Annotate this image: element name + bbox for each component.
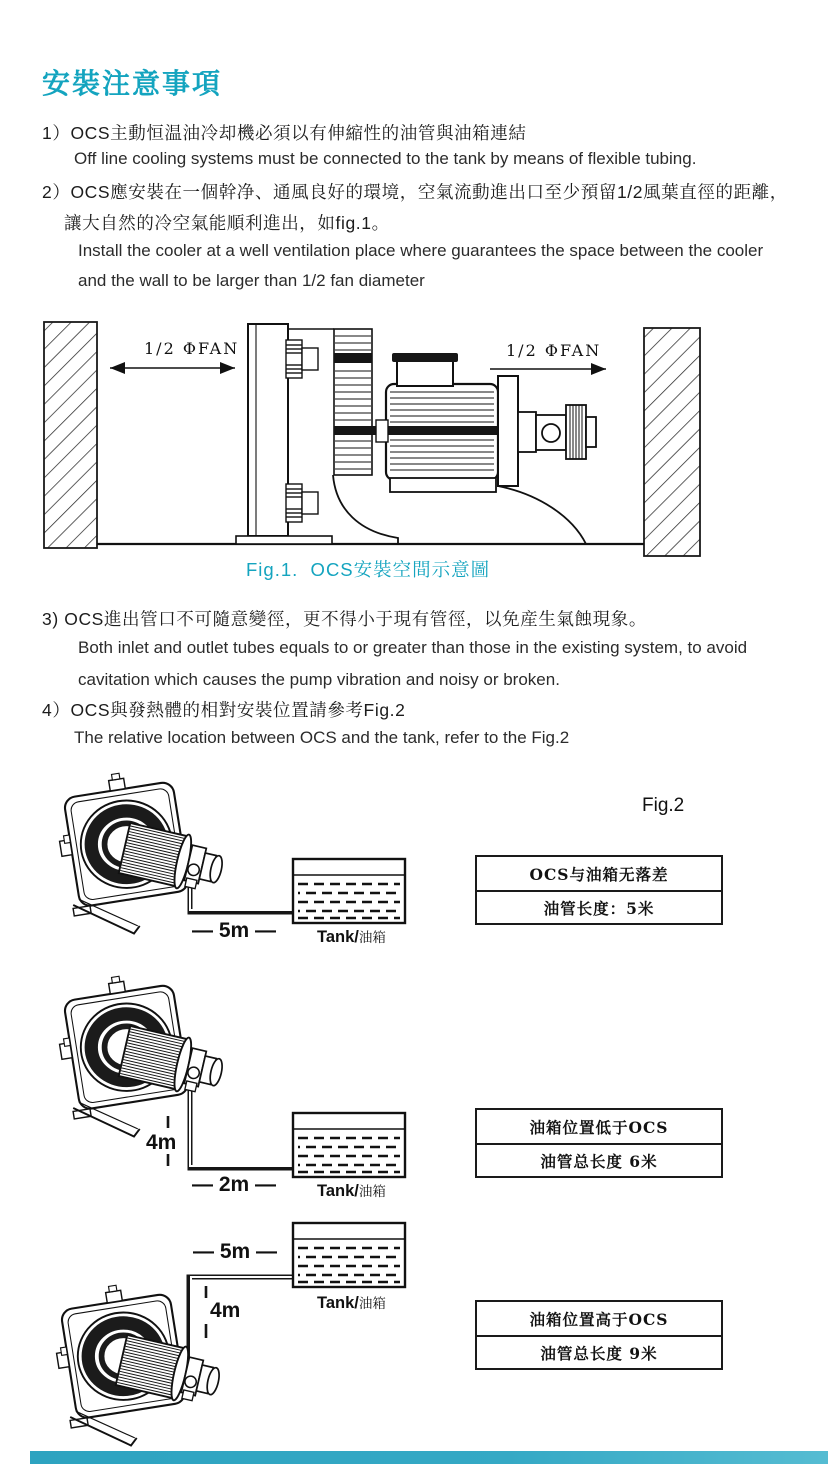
footer-accent-bar <box>30 1451 828 1464</box>
oil-pipe <box>190 882 292 912</box>
note2-number: 2） <box>42 182 71 202</box>
note3-number: 3) <box>42 609 59 629</box>
oil-tank <box>293 1223 405 1287</box>
distance-label: — 2m — <box>191 1173 277 1196</box>
fig1-caption: Fig.1. OCS安裝空間示意圖 <box>246 559 491 580</box>
note1-number: 1） <box>42 123 71 143</box>
note2-zh1-text: OCS應安裝在一個幹净、通風良好的環境，空氣流動進出口至少預留1/2風葉直徑的距離， <box>70 182 788 202</box>
oil-pipe <box>189 1277 292 1378</box>
table-cell: 油箱位置低于OCS <box>529 1117 669 1137</box>
distance-label: — 5m — <box>192 1240 278 1263</box>
fig2-table-1 <box>475 855 723 925</box>
height-label: 4m <box>146 1131 177 1154</box>
note3-en1: Both inlet and outlet tubes equals to or greater than those in the existing system, to avoid <box>78 638 748 657</box>
note1-zh-text: OCS主動恒温油冷却機必須以有伸縮性的油管與油箱連結 <box>70 123 527 143</box>
note4-zh-text: OCS與發熱體的相對安裝位置請參考Fig.2 <box>70 700 406 720</box>
dimension-arrow-left <box>110 362 235 374</box>
dimension-arrow-right <box>490 363 606 375</box>
right-wall-hatch <box>644 328 700 556</box>
cooler-unit <box>51 968 228 1136</box>
table-cell: 油箱位置高于OCS <box>529 1309 669 1329</box>
oil-pipe-inner <box>190 884 292 910</box>
oil-pipe-inner <box>190 1087 292 1166</box>
note2-en2: and the wall to be larger than 1/2 fan diameter <box>78 271 425 290</box>
note2-zh1 <box>42 179 788 204</box>
note2-zh2: 讓大自然的冷空氣能順利進出，如fig.1。 <box>64 213 390 233</box>
oil-pipe <box>190 1085 292 1168</box>
cooler-unit <box>48 1277 225 1445</box>
note2-en1: Install the cooler at a well ventilation place where guarantees the space between the cooler <box>78 241 764 260</box>
tank-label-zh: 油箱 <box>358 1296 386 1312</box>
tank-label-en: Tank/ <box>317 1182 359 1200</box>
table-cell: 油管长度：5米 <box>477 890 721 923</box>
note3-zh <box>42 606 647 631</box>
note4-en1: The relative location between OCS and the tank, refer to the Fig.2 <box>74 728 570 747</box>
fig1-dim-label-left: 1/2 ΦFAN <box>144 339 240 358</box>
oil-tank <box>293 859 405 923</box>
cooler-unit <box>51 765 228 933</box>
note3-zh-body: OCS進出管口不可隨意變徑，更不得小于現有管徑，以免産生氣蝕現象。 <box>64 609 647 629</box>
tank-label <box>317 926 386 947</box>
fig1-drawing <box>40 316 800 562</box>
tank-label-en: Tank/ <box>317 1294 359 1312</box>
oil-tank <box>293 1113 405 1177</box>
fig1-dim-label-right: 1/2 ΦFAN <box>506 341 602 360</box>
note1-zh <box>42 120 526 145</box>
page-title: 安裝注意事項 <box>42 68 223 99</box>
tank-label <box>317 1292 386 1313</box>
table-cell: OCS与油箱无落差 <box>529 864 669 884</box>
fig2-label: Fig.2 <box>642 795 685 816</box>
fig2-table-2 <box>475 1108 723 1178</box>
distance-label: — 5m — <box>191 919 277 942</box>
note4-number: 4） <box>42 700 71 720</box>
fig2-table-3 <box>475 1300 723 1370</box>
table-cell: 油管总长度 9米 <box>477 1335 721 1368</box>
tank-label-en: Tank/ <box>317 928 359 946</box>
left-wall-hatch <box>44 322 97 548</box>
tank-label-zh: 油箱 <box>358 1184 386 1200</box>
note1-en: Off line cooling systems must be connected to the tank by means of flexible tubing. <box>74 149 697 168</box>
note4-zh <box>42 697 405 722</box>
height-label: 4m <box>210 1299 241 1322</box>
tank-label-zh: 油箱 <box>358 930 386 946</box>
note3-en2: cavitation which causes the pump vibration and noisy or broken. <box>78 670 560 689</box>
table-cell: 油管总长度 6米 <box>477 1143 721 1176</box>
tank-label <box>317 1180 386 1201</box>
